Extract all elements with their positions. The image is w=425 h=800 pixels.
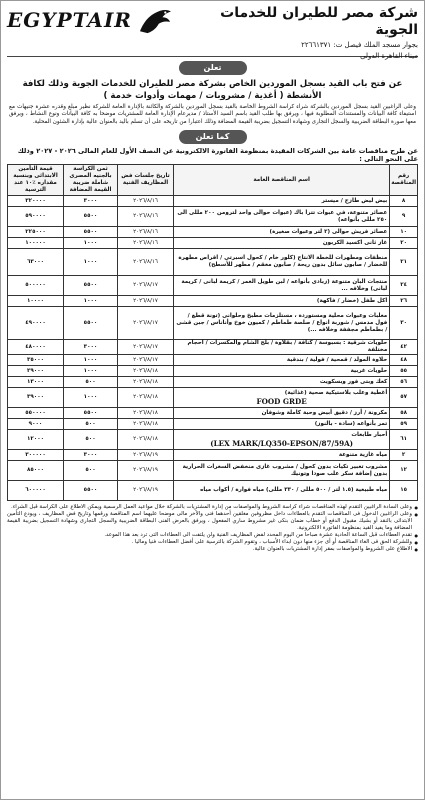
table-row <box>8 276 418 296</box>
tender-name: معلبات وعبوات محلية ومستوردة ، مستلزمات مطبخ وحلوانى (تونة قطع / فول مدمس / شوربة انواع / صلصة طماطم / كميون خوخ وأناناس / جبن قشى / بطماطم مجففة وخلافه ...) <box>174 307 390 340</box>
booklet-price: ١٠٠٠ <box>64 366 118 377</box>
tender-date: ٢٠٢٦/٨/١٦ <box>118 207 174 227</box>
insurance-value: ٥٥٠٠٠٠ <box>8 408 64 419</box>
booklet-price: ٣٠٠٠ <box>64 450 118 461</box>
table-row <box>8 340 418 355</box>
booklet-price: ١٠٠٠ <box>64 238 118 249</box>
booklet-price: ٣٠٠٠ <box>64 340 118 355</box>
note-item: ● وعلى السادة الراغبين التقدم لهذه المناقصات شراء كراسة الشروط والمواصفات من إدارة المشتريات بالشركة خلال مواعيد العمل الرسمية ويمكن الاطلاع على الكراسة قبل الشراء. <box>7 504 418 511</box>
tender-number: ٥٩ <box>390 419 418 430</box>
tender-date: ٢٠٢٦/٨/١٦ <box>118 238 174 249</box>
headline: عن فتح باب القيد بسجل الموردين الخاص بشركة مصر للطيران للخدمات الجوية وذلك لكافة الأنشطة ( أغذية / مشروبات / مهمات وأدوات خدمة ) <box>22 79 403 101</box>
announce-badge-2: كما تعلن <box>179 130 247 144</box>
address-line-1: بجوار مسجد الملك فيصل ت: ٢٢٦٦١٣٧١ <box>301 41 418 49</box>
tender-name: تمر بأنواعه (سادة - بالنوز) <box>174 419 390 430</box>
booklet-price: ١٠٠٠ <box>64 249 118 276</box>
tender-date: ٢٠٢٦/٨/١٧ <box>118 340 174 355</box>
booklet-price: ١٠٠٠ <box>64 296 118 307</box>
booklet-price: ٥٠٠ <box>64 419 118 430</box>
table-row <box>8 481 418 501</box>
logo-text: EGYPTAIR <box>7 7 132 32</box>
booklet-price: ٥٥٠٠ <box>64 227 118 238</box>
tender-date: ٢٠٢٦/٨/١٦ <box>118 227 174 238</box>
tenders-subtitle: عن طرح مناقصات عامة بين الشركات المقيدة بمنظومة الفاتورة الالكترونية عن النصف الأول للعام المالى ٢٠٢٦ - ٢٠٢٧ وذلك على النحو التالى : <box>17 146 418 164</box>
tender-number: ١٢ <box>390 461 418 481</box>
table-body <box>8 196 418 501</box>
insurance-value: ٢٢٥٠٠٠ <box>8 227 64 238</box>
tender-date: ٢٠٢٦/٨/١٦ <box>118 249 174 276</box>
tender-number: ٩ <box>390 207 418 227</box>
table-row <box>8 307 418 340</box>
tender-date: ٢٠٢٦/٨/١٨ <box>118 430 174 450</box>
tender-date: ٢٠٢٦/٨/١٧ <box>118 296 174 307</box>
tender-name: حلويات شرقية : بسبوسة / كنافة / بقلاوة / بلح الشام والمكسرات / احجام مختلفة <box>174 340 390 355</box>
tender-code: (LEX MARK/LQ350-EPSON/87/59A) <box>210 438 354 448</box>
table-row <box>8 196 418 207</box>
col-header-date: تاريخ جلسات فض المظاريف الفنية <box>118 165 174 196</box>
intro-paragraph: وعلى الراغبين القيد بسجل الموردين بالشركة شراء كراسة الشروط الخاصة بالقيد بسجل الموردين بالشركة والكائنة بالإدارة العامة للشركة نظير مبلغ وقدره عشرة جنيهات مع استيفاء كافة البيانات والمستندات المطلوبة فيها ، ويرفق بها طلب القيد باسم السيد الأستاذ / مديرعام الإدارة العامة للمشتريات موضحا به كافة البيانات ونوع النشاط ، ويرفق معها صورة البطاقة الضريبية والسجل التجارى وشهادة التسجيل بضريبة القيمة المضافة وذلك اعتبارا من تاريخه على أن تسلم باليد بالعنوان عالية بإدارة الشئون المحلية. <box>9 104 416 125</box>
tender-date: ٢٠٢٦/٨/١٨ <box>118 366 174 377</box>
insurance-value: ٦٣٠٠٠ <box>8 249 64 276</box>
tender-number: ٢٠ <box>390 238 418 249</box>
header <box>7 5 418 60</box>
booklet-price: ٥٥٠٠ <box>64 408 118 419</box>
tender-date: ٢٠٢٦/٨/١٨ <box>118 388 174 408</box>
table-row <box>8 249 418 276</box>
tender-code: FOOD GRDE <box>256 396 307 406</box>
tender-date: ٢٠٢٦/٨/١٨ <box>118 408 174 419</box>
insurance-value: ٣٥٠٠٠ <box>8 355 64 366</box>
tender-name: مياه غازية متنوعة <box>174 450 390 461</box>
col-header-insurance: قيمة التأمين الابتدائى وبنسبة مقداره ٪١٠ عند الترسية <box>8 165 64 196</box>
insurance-value: ٣٢٠٠٠٠ <box>8 196 64 207</box>
table-row <box>8 227 418 238</box>
insurance-value: ٥٩٠٠٠٠ <box>8 207 64 227</box>
booklet-price: ٥٥٠٠ <box>64 307 118 340</box>
table-row <box>8 388 418 408</box>
tender-name: منتجات البان متنوعة (زبادى بأنواعه / لبن طويل العمر / كريمة لبانى / كريمة لبانى) وخلافه ... <box>174 276 390 296</box>
insurance-value: ١٢٠٠٠ <box>8 430 64 450</box>
col-header-price: ثمن الكراسة بالجنيه المصرى شاملة ضريبة القيمة المضافة <box>64 165 118 196</box>
tender-date: ٢٠٢٦/٨/١٨ <box>118 419 174 430</box>
tender-date: ٢٠٢٦/٨/١٧ <box>118 276 174 296</box>
tender-date: ٢٠٢٦/٨/١٧ <box>118 355 174 366</box>
tender-number: ٦١ <box>390 430 418 450</box>
tender-name: أحبار طابعات (LEX MARK/LQ350-EPSON/87/59A) <box>174 430 390 450</box>
tender-name: عصائر فريش حوالى (٢ لتر وعبوات صغيرة) <box>174 227 390 238</box>
tender-name: منظفات ومطهرات للخطة الانتاج (كلور خام / كحول اسبرتى / اقراص مطهرة للخضار / صابون سائل بدون ريحة / صابون معقم / مطهر للأسطح) <box>174 249 390 276</box>
note-item: ● وعلى الراغبين الدخول فى المناقصات التقدم بالعطاءات داخل مظروفين مغلقين أحدهما فنى والآخر مالى موضحا عليهما اسم المناقصة ورقمها وتاريخ فض المظاريف ، ويودع التأمين الابتدائى بالنقد أو بشيك مقبول الدفع أو خطاب ضمان بنكى غير مشروط ساري المفعول ، ويرفق بالعرض الفنى البطاقة الضريبية والسجل التجارى وشهادة التسجيل بضريبة القيمة المضافة وما يفيد القيد بمنظومة الفاتورة الالكترونية. <box>7 511 418 532</box>
tender-name: حلاوة المولد / قمحية / فولية / بندقية <box>174 355 390 366</box>
booklet-price: ١٠٠٠ <box>64 355 118 366</box>
insurance-value: ١٠٠٠٠ <box>8 296 64 307</box>
insurance-value: ٣٩٠٠٠ <box>8 388 64 408</box>
table-row <box>8 419 418 430</box>
table-row <box>8 461 418 481</box>
tenders-table <box>7 164 418 501</box>
tender-date: ٢٠٢٦/٨/١٩ <box>118 481 174 501</box>
insurance-value: ٤٩٠٠٠٠ <box>8 307 64 340</box>
tender-name: كعك وبتى فور وبسكويت <box>174 377 390 388</box>
tender-number: ٢١ <box>390 249 418 276</box>
booklet-price: ٥٥٠٠ <box>64 481 118 501</box>
insurance-value: ٢٩٠٠٠ <box>8 366 64 377</box>
tender-number: ٢٤ <box>390 276 418 296</box>
tender-number: ٤٢ <box>390 340 418 355</box>
booklet-price: ٥٥٠٠ <box>64 207 118 227</box>
tender-name: عصائر متنوعة، في عبوات تترا باك (عبوات حوالى واحد لترومن ٢٠٠ مللى الى ٢٥٠ مللى بأنواعه) <box>174 207 390 227</box>
table-row <box>8 296 418 307</box>
tender-number: ٥٨ <box>390 408 418 419</box>
tender-name: حلويات غربية <box>174 366 390 377</box>
insurance-value: ٤٨٠٠٠٠ <box>8 340 64 355</box>
table-row <box>8 207 418 227</box>
tender-number: ٤٨ <box>390 355 418 366</box>
table-row <box>8 450 418 461</box>
insurance-value: ٦٠٠٠٠٠ <box>8 481 64 501</box>
tender-name: مياه طبيعية (١.٥ لتر / ٥٠٠ مللى / ٣٣٠ مللى) مياه فوارة / أكواب مياه <box>174 481 390 501</box>
tender-number: ٢٦ <box>390 296 418 307</box>
table-row <box>8 366 418 377</box>
insurance-value: ٣٠٠٠٠٠ <box>8 450 64 461</box>
booklet-price: ٥٠٠ <box>64 430 118 450</box>
tender-number: ٥٥ <box>390 366 418 377</box>
table-row <box>8 408 418 419</box>
tender-date: ٢٠٢٦/٨/١٨ <box>118 377 174 388</box>
tender-date: ٢٠٢٦/٨/١٦ <box>118 196 174 207</box>
notes-list <box>7 504 418 552</box>
tender-date: ٢٠٢٦/٨/١٧ <box>118 307 174 340</box>
booklet-price: ٥٥٠٠ <box>64 276 118 296</box>
tender-date: ٢٠٢٦/٨/١٩ <box>118 461 174 481</box>
booklet-price: ٥٠٠ <box>64 461 118 481</box>
insurance-value: ١٠٠٠٠٠ <box>8 238 64 249</box>
note-item: ● وللشركة الحق فى الغاء المناقصة أو أى جزء منها دون ابداء الأسباب ، وتقوم الشركة بالترسية على أفضل العطاءات فنيا وماليا . <box>7 539 418 546</box>
booklet-price: ٣٠٠٠ <box>64 196 118 207</box>
tender-name: اكل طفل (خضار / فاكهة) <box>174 296 390 307</box>
tender-name: أغطية وعلب بلاستيكية صحية (غذائية) FOOD GRDE <box>174 388 390 408</box>
company-name: شركة مصر للطيران للخدمات الجوية <box>220 5 418 38</box>
table-row <box>8 377 418 388</box>
insurance-value: ٥٠٠٠٠٠ <box>8 276 64 296</box>
booklet-price: ١٠٠٠ <box>64 388 118 408</box>
announce-badge: تعلن <box>179 61 247 75</box>
tender-number: ٥٦ <box>390 377 418 388</box>
tender-number: ٥٧ <box>390 388 418 408</box>
note-item: ● الاطلاع على الشروط والمواصفات بمقر إدارة المشتريات بالعنوان عالية. <box>7 546 418 553</box>
table-header-row <box>8 165 418 196</box>
note-item: ● تقدم العطاءات قبل الساعة الحادية عشرة صباحا من اليوم المحدد لفض المظاريف الفنية ولن يلتفت الى العطاءات التى ترد بعد هذا الموعد. <box>7 532 418 539</box>
tender-date: ٢٠٢٦/٨/١٩ <box>118 450 174 461</box>
tender-number: ٢ <box>390 450 418 461</box>
tender-name: مشروب تعبير تكيات بدون كحول / مشروب غازى منخفض السعرات الحرارية بدون إضافة سكر علب صودا وتونيك <box>174 461 390 481</box>
tender-name: غاز ثانى اكسيد الكربون <box>174 238 390 249</box>
table-row <box>8 238 418 249</box>
tender-number: ٣٠ <box>390 307 418 340</box>
col-header-num: رقم المناقصة <box>390 165 418 196</box>
tender-number: ١٠ <box>390 227 418 238</box>
egyptair-logo <box>7 5 197 35</box>
insurance-value: ٩٠٠٠ <box>8 419 64 430</box>
col-header-name: اسم المناقصة العامة <box>174 165 390 196</box>
horus-bird-icon <box>136 5 174 35</box>
insurance-value: ١٣٠٠٠ <box>8 377 64 388</box>
company-info <box>213 5 418 61</box>
insurance-value: ٨٥٠٠٠ <box>8 461 64 481</box>
tender-number: ٨ <box>390 196 418 207</box>
booklet-price: ٥٠٠ <box>64 377 118 388</box>
address-line-2: ميناء القاهرة الدولى <box>360 51 418 60</box>
tender-name: بيض ليض طازج / ميستر <box>174 196 390 207</box>
tender-number: ١٥ <box>390 481 418 501</box>
table-row <box>8 430 418 450</box>
tender-name: مكرونة / أرز / دقيق أبيض وحبة كاملة وشوفان <box>174 408 390 419</box>
table-row <box>8 355 418 366</box>
